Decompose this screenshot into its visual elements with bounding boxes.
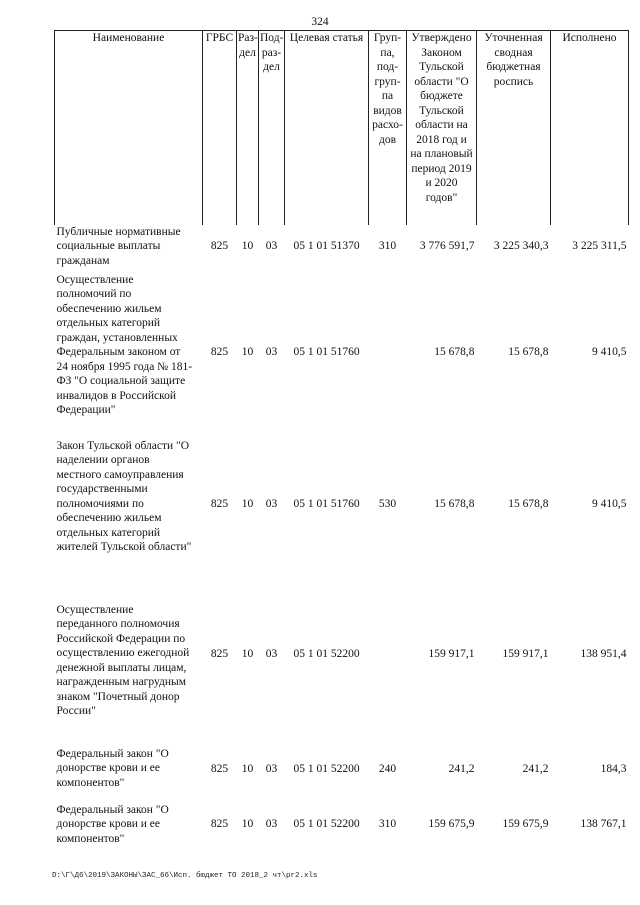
row-target: 05 1 01 52200 [293, 817, 360, 830]
row-razdel: 10 [241, 762, 254, 775]
col-header-podrazdel: Под- раз- дел [259, 31, 285, 225]
col-header-name: Наименование [55, 31, 203, 225]
table-row [55, 273, 629, 439]
table-row [55, 225, 629, 273]
row-group: 530 [378, 497, 397, 510]
row-refined: 159 917,1 [502, 647, 549, 660]
row-group: 240 [378, 762, 397, 775]
row-grbs: 825 [210, 647, 229, 660]
row-grbs: 825 [210, 817, 229, 830]
row-grbs: 825 [210, 345, 229, 358]
row-name: Осуществление полномочий по обеспечению жильем отдельных категорий граждан, установленных Федеральным законом от 24 ноября 1995 года № 181- ФЗ "О социальной защите инвалидов в Российской Федерации" [56, 273, 193, 416]
row-refined: 15 678,8 [508, 345, 549, 358]
col-header-razdel: Раз- дел [237, 31, 259, 225]
row-podrazdel: 03 [265, 647, 278, 660]
row-name: Осуществление переданного полномочия Российской Федерации по осуществлению ежегодной денежной выплаты лицам, награжденным нагрудным знаком "Почетный донор России" [56, 603, 190, 717]
table-header-row [55, 31, 629, 225]
row-group [369, 273, 407, 439]
row-executed: 9 410,5 [592, 497, 627, 510]
row-refined: 3 225 340,3 [493, 239, 549, 252]
page-number: 324 [311, 16, 329, 28]
table-row [55, 439, 629, 603]
row-name: Закон Тульской области "О наделении органов местного самоуправления государственными полномочиями по обеспечению жильем отдельных категорий жителей Тульской области" [56, 439, 192, 553]
row-group: 310 [378, 239, 397, 252]
row-target: 05 1 01 51370 [293, 239, 360, 252]
row-name: Федеральный закон "О донорстве крови и ее компонентов" [56, 803, 169, 845]
table-row [55, 803, 629, 849]
row-executed: 3 225 311,5 [572, 239, 627, 252]
col-header-group: Груп- па, под- груп- па видов расхо- дов [369, 31, 407, 225]
row-grbs: 825 [210, 497, 229, 510]
row-group [369, 603, 407, 747]
col-header-refined: Уточненная сводная бюджетная роспись [477, 31, 551, 225]
row-refined: 241,2 [522, 762, 549, 775]
row-refined: 15 678,8 [508, 497, 549, 510]
row-approved: 3 776 591,7 [419, 239, 475, 252]
row-grbs: 825 [210, 239, 229, 252]
row-target: 05 1 01 52200 [293, 762, 360, 775]
row-podrazdel: 03 [265, 497, 278, 510]
row-executed: 138 951,4 [580, 647, 627, 660]
row-group: 310 [378, 817, 397, 830]
row-razdel: 10 [241, 817, 254, 830]
row-target: 05 1 01 51760 [293, 497, 360, 510]
row-podrazdel: 03 [265, 345, 278, 358]
table-row [55, 747, 629, 803]
row-approved: 15 678,8 [434, 497, 475, 510]
row-grbs: 825 [210, 762, 229, 775]
row-razdel: 10 [241, 345, 254, 358]
row-target: 05 1 01 51760 [293, 345, 360, 358]
row-razdel: 10 [241, 647, 254, 660]
col-header-approved: Утверждено Законом Тульской области "О бюджете Тульской области на 2018 год и на плановый период 2019 и 2020 годов" [407, 31, 477, 225]
col-header-executed: Исполнено [551, 31, 629, 225]
row-executed: 9 410,5 [592, 345, 627, 358]
row-approved: 159 917,1 [428, 647, 475, 660]
row-podrazdel: 03 [265, 817, 278, 830]
row-razdel: 10 [241, 497, 254, 510]
table-row [55, 603, 629, 747]
row-executed: 138 767,1 [580, 817, 627, 830]
row-target: 05 1 01 52200 [293, 647, 360, 660]
row-approved: 15 678,8 [434, 345, 475, 358]
footer-file-path: D:\Г\Д6\2019\ЗАКОНЫ\ЗАС_66\Исп. бюджет ТО 2018_2 чт\pr2.xls [52, 872, 318, 880]
row-executed: 184,3 [600, 762, 627, 775]
row-name: Федеральный закон "О донорстве крови и ее компонентов" [56, 747, 169, 789]
col-header-grbs: ГРБС [203, 31, 237, 225]
budget-table [54, 30, 629, 849]
row-approved: 241,2 [448, 762, 475, 775]
row-approved: 159 675,9 [428, 817, 475, 830]
row-razdel: 10 [241, 239, 254, 252]
row-refined: 159 675,9 [502, 817, 549, 830]
col-header-target: Целевая статья [285, 31, 369, 225]
row-name: Публичные нормативные социальные выплаты гражданам [56, 225, 181, 267]
row-podrazdel: 03 [265, 239, 278, 252]
row-podrazdel: 03 [265, 762, 278, 775]
